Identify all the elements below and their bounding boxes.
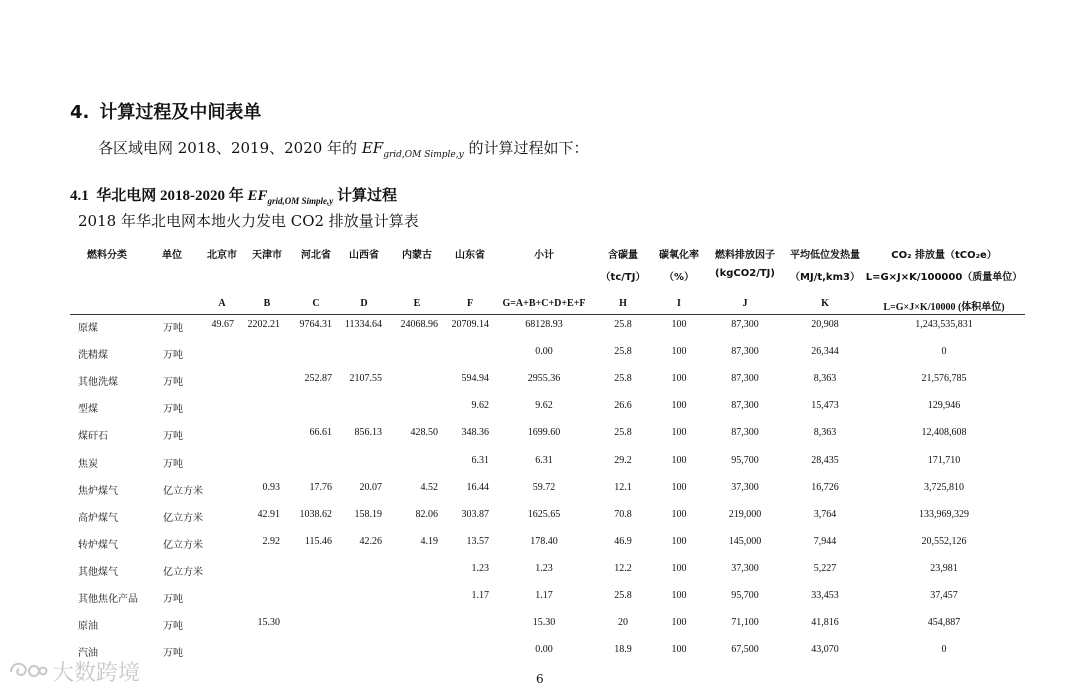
cell-g: 6.31 [535, 454, 553, 466]
page-number: 6 [536, 672, 544, 686]
cell-h: 25.8 [614, 319, 632, 330]
table-title: 2018 年华北电网本地火力发电 CO2 排放量计算表 [78, 212, 419, 230]
cell-j: 87,300 [731, 346, 759, 358]
code-d: D [360, 298, 368, 309]
cell-h: 25.8 [614, 427, 632, 439]
cell-l: 1,243,535,831 [915, 319, 973, 330]
cell-c: 115.46 [304, 535, 332, 547]
cell-g: 59.72 [532, 481, 556, 493]
intro-paragraph [98, 137, 588, 160]
cell-k: 3,764 [813, 508, 837, 520]
cell-j: 219,000 [728, 508, 762, 520]
cell-g: 1.17 [535, 590, 553, 601]
cell-j: 37,300 [731, 481, 759, 493]
cell-g: 9.62 [535, 400, 553, 412]
cell-e: 428.50 [410, 427, 438, 439]
cell-fuel: 洗精煤 [78, 350, 108, 362]
table-row [0, 373, 1080, 393]
cell-j: 87,300 [731, 319, 759, 330]
cell-d: 2107.55 [349, 373, 382, 385]
watermark-text: 大数跨境 [52, 661, 141, 686]
cell-g: 15.30 [532, 617, 556, 629]
cell-j: 145,000 [728, 535, 762, 547]
header-co2-emission: CO₂ 排放量（tCO₂e） [891, 250, 997, 261]
cell-d: 11334.64 [344, 319, 382, 330]
cell-l: 0 [941, 644, 947, 656]
cell-i: 100 [671, 562, 687, 574]
cell-e: 82.06 [415, 508, 438, 520]
cell-fuel: 焦炭 [78, 458, 98, 470]
header-unit: 单位 [162, 250, 182, 261]
cell-l: 20,552,126 [921, 535, 967, 547]
cell-e: 24068.96 [400, 319, 438, 330]
cell-j: 67,500 [731, 644, 759, 656]
subsection-text-before: 华北电网 2018-2020 年 [96, 188, 248, 204]
cell-f: 348.36 [461, 427, 489, 439]
code-g: G=A+B+C+D+E+F [502, 298, 586, 309]
cell-unit: 万吨 [163, 377, 183, 389]
header-net-calorific-value-unit: （MJ/t,km3） [790, 272, 860, 283]
table-row [0, 509, 1080, 529]
cell-f: 303.87 [461, 508, 489, 520]
cell-c: 252.87 [304, 373, 332, 385]
section-title: 计算过程及中间表单 [99, 102, 262, 123]
cell-i: 100 [671, 346, 687, 358]
intro-text-before: 各区域电网 2018、2019、2020 年的 [98, 139, 362, 157]
cell-h: 25.8 [614, 590, 632, 601]
cell-f: 16.44 [466, 481, 489, 493]
cell-i: 100 [671, 644, 687, 656]
table-row [0, 400, 1080, 420]
section-heading [70, 98, 261, 124]
cell-i: 100 [671, 454, 687, 466]
cell-f: 594.94 [461, 373, 489, 385]
cell-k: 8,363 [813, 427, 837, 439]
cell-l: 171,710 [927, 454, 961, 466]
header-carbon-content-unit: （tc/TJ） [600, 272, 646, 283]
table-row [0, 590, 1080, 610]
cell-fuel: 转炉煤气 [78, 539, 118, 551]
cell-i: 100 [671, 319, 687, 330]
cell-k: 20,908 [811, 319, 839, 330]
cell-b: 2202.21 [247, 319, 280, 330]
cell-e: 4.19 [420, 535, 438, 547]
subsection-number: 4.1 [70, 188, 89, 204]
cell-l: 129,946 [927, 400, 961, 412]
cell-f: 20709.14 [451, 319, 489, 330]
header-neimenggu: 内蒙古 [402, 250, 432, 261]
cell-g: 1625.65 [527, 508, 561, 520]
watermark-logo-icon [8, 659, 48, 685]
code-h: H [619, 298, 627, 309]
cell-l: 454,887 [927, 617, 961, 629]
cell-g: 1699.60 [527, 427, 561, 439]
cell-f: 9.62 [471, 400, 489, 412]
cell-k: 26,344 [811, 346, 839, 358]
cell-fuel: 焦炉煤气 [78, 485, 118, 497]
cell-h: 12.2 [614, 562, 632, 574]
cell-h: 25.8 [614, 346, 632, 358]
cell-fuel: 原油 [78, 621, 98, 633]
cell-fuel: 其他洗煤 [78, 377, 118, 389]
cell-g: 0.00 [535, 346, 553, 358]
intro-text-after: 的计算过程如下： [463, 139, 589, 157]
cell-g: 0.00 [535, 644, 553, 656]
cell-unit: 亿立方米 [163, 512, 203, 524]
cell-a: 49.67 [211, 319, 234, 330]
cell-unit: 万吨 [163, 458, 183, 470]
cell-b: 42.91 [257, 508, 280, 520]
cell-k: 43,070 [811, 644, 839, 656]
cell-unit: 万吨 [163, 404, 183, 416]
cell-f: 1.17 [471, 590, 489, 601]
cell-i: 100 [671, 373, 687, 385]
header-co2-formula-mass: L=G×J×K/100000（质量单位） [865, 272, 1023, 283]
watermark [8, 656, 140, 687]
cell-l: 133,969,329 [919, 508, 969, 520]
code-a: A [218, 298, 226, 309]
cell-h: 29.2 [614, 454, 632, 466]
intro-ef-subscript: grid,OM Simple,y [383, 150, 464, 160]
cell-c: 9764.31 [299, 319, 332, 330]
cell-g: 1.23 [535, 562, 553, 574]
cell-j: 87,300 [731, 400, 759, 412]
header-net-calorific-value: 平均低位发热量 [790, 250, 860, 261]
section-number: 4. [70, 102, 90, 123]
cell-i: 100 [671, 590, 687, 601]
cell-h: 70.8 [614, 508, 632, 520]
cell-g: 178.40 [530, 535, 558, 547]
cell-k: 33,453 [811, 590, 839, 601]
cell-fuel: 煤矸石 [78, 431, 108, 443]
cell-h: 25.8 [614, 373, 632, 385]
cell-b: 2.92 [262, 535, 280, 547]
table-row [0, 427, 1080, 447]
header-hebei: 河北省 [301, 250, 331, 261]
intro-ef-symbol: EF [361, 139, 384, 157]
cell-i: 100 [671, 427, 687, 439]
table-row [0, 482, 1080, 502]
table-row [0, 644, 1080, 664]
cell-j: 95,700 [731, 454, 759, 466]
header-carbon-content: 含碳量 [608, 250, 638, 261]
cell-l: 23,981 [930, 562, 958, 574]
cell-e: 4.52 [420, 481, 438, 493]
code-f: F [466, 298, 474, 309]
header-fuel: 燃料分类 [87, 250, 127, 261]
header-subtotal: 小计 [534, 250, 554, 261]
cell-fuel: 型煤 [78, 404, 98, 416]
cell-unit: 亿立方米 [163, 485, 203, 497]
cell-f: 1.23 [471, 562, 489, 574]
cell-j: 71,100 [731, 617, 759, 629]
cell-l: 21,576,785 [921, 373, 967, 385]
cell-d: 856.13 [354, 427, 382, 439]
cell-i: 100 [671, 535, 687, 547]
cell-h: 12.1 [614, 481, 632, 493]
cell-l: 12,408,608 [921, 427, 967, 439]
cell-fuel: 原煤 [78, 323, 98, 334]
code-k: K [821, 298, 829, 309]
header-shanxi: 山西省 [349, 250, 379, 261]
code-c: C [312, 298, 320, 309]
cell-unit: 亿立方米 [163, 539, 203, 551]
cell-d: 158.19 [354, 508, 382, 520]
cell-k: 7,944 [813, 535, 837, 547]
cell-j: 87,300 [731, 427, 759, 439]
cell-k: 15,473 [811, 400, 839, 412]
header-oxidation-rate-unit: （%） [663, 272, 695, 283]
cell-k: 28,435 [811, 454, 839, 466]
cell-d: 20.07 [359, 481, 382, 493]
subsection-ef-subscript: grid,OM Simple,y [267, 196, 334, 206]
table-header-rule [70, 314, 1025, 315]
cell-k: 8,363 [813, 373, 837, 385]
table-row [0, 536, 1080, 556]
cell-i: 100 [671, 481, 687, 493]
cell-b: 15.30 [257, 617, 280, 629]
cell-fuel: 高炉煤气 [78, 512, 118, 524]
cell-unit: 万吨 [163, 431, 183, 443]
cell-k: 5,227 [813, 562, 837, 574]
table-row [0, 617, 1080, 637]
header-beijing: 北京市 [207, 250, 237, 261]
cell-b: 0.93 [262, 481, 280, 493]
cell-unit: 万吨 [163, 648, 183, 660]
cell-unit: 万吨 [163, 323, 183, 334]
cell-d: 42.26 [359, 535, 382, 547]
cell-j: 87,300 [731, 373, 759, 385]
cell-i: 100 [671, 508, 687, 520]
cell-i: 100 [671, 400, 687, 412]
code-b: B [263, 298, 271, 309]
subsection-text-after: 计算过程 [333, 188, 398, 204]
cell-f: 6.31 [471, 454, 489, 466]
cell-c: 66.61 [309, 427, 332, 439]
cell-k: 16,726 [811, 481, 839, 493]
subsection-ef-symbol: EF [247, 188, 268, 204]
cell-l: 0 [941, 346, 947, 358]
header-tianjin: 天津市 [252, 250, 282, 261]
table-row [0, 563, 1080, 583]
cell-i: 100 [671, 617, 687, 629]
cell-c: 17.76 [309, 481, 332, 493]
cell-unit: 万吨 [163, 594, 183, 605]
cell-fuel: 其他煤气 [78, 566, 118, 578]
code-j: J [742, 298, 748, 309]
header-oxidation-rate: 碳氧化率 [659, 250, 699, 261]
cell-fuel: 其他焦化产品 [78, 594, 138, 605]
cell-j: 95,700 [731, 590, 759, 601]
cell-c: 1038.62 [299, 508, 332, 520]
cell-h: 46.9 [614, 535, 632, 547]
cell-unit: 亿立方米 [163, 566, 203, 578]
cell-k: 41,816 [811, 617, 839, 629]
cell-h: 20 [618, 617, 628, 629]
code-l: L=G×J×K/10000 (体积单位) [883, 302, 1005, 313]
cell-h: 26.6 [614, 400, 632, 412]
cell-f: 13.57 [466, 535, 489, 547]
cell-fuel: 汽油 [78, 648, 98, 660]
code-i: I [677, 298, 681, 309]
code-e: E [413, 298, 421, 309]
subsection-heading [70, 184, 397, 206]
cell-unit: 万吨 [163, 621, 183, 633]
table-row [0, 346, 1080, 366]
cell-j: 37,300 [731, 562, 759, 574]
header-emission-factor: 燃料排放因子 [715, 250, 775, 261]
cell-unit: 万吨 [163, 350, 183, 362]
cell-g: 2955.36 [527, 373, 561, 385]
table-row [0, 319, 1080, 339]
table-row [0, 455, 1080, 475]
header-emission-factor-unit: (kgCO2/TJ) [715, 268, 775, 279]
header-shandong: 山东省 [455, 250, 485, 261]
cell-l: 3,725,810 [924, 481, 964, 493]
cell-h: 18.9 [614, 644, 632, 656]
cell-g: 68128.93 [525, 319, 563, 330]
cell-l: 37,457 [930, 590, 958, 601]
